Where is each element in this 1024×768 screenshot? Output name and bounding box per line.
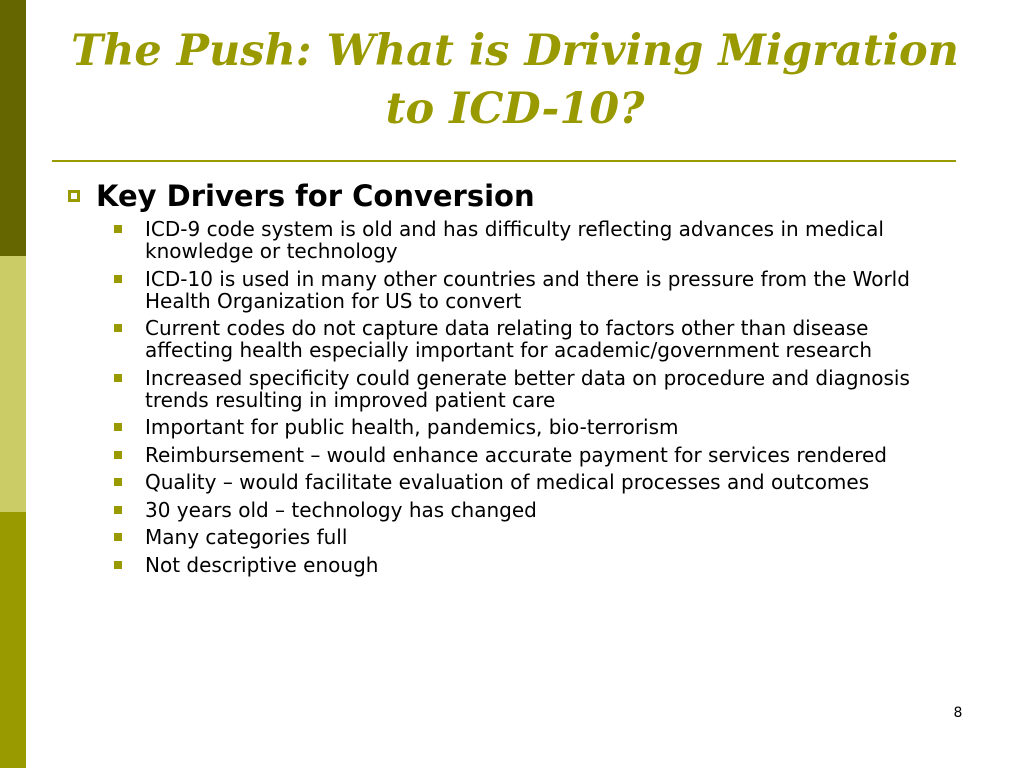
list-item [114,268,962,312]
list-item-text: Quality – would facilitate evaluation of medical processes and outcomes [145,470,870,494]
section-heading: Key Drivers for Conversion [96,179,535,213]
heading-bullet-item [62,178,962,214]
filled-square-icon [114,478,122,486]
filled-square-icon [114,275,122,283]
list-item [114,317,962,361]
list-item [114,416,962,438]
hollow-square-icon [68,190,80,202]
filled-square-icon [114,506,122,514]
list-item-text: 30 years old – technology has changed [145,497,537,522]
slide-body [62,178,962,581]
list-item-text: Increased specificity could generate better data on procedure and diagnosis trends resulting in improved patient care [145,365,910,412]
list-item-text: Not descriptive enough [145,552,379,577]
filled-square-icon [114,374,122,382]
side-bar-dark [0,0,26,256]
title-divider [52,160,956,162]
list-item-text: Reimbursement – would enhance accurate payment for services rendered [145,442,887,467]
list-item [114,526,962,548]
list-item-text: ICD-10 is used in many other countries and there is pressure from the World Health Organization for US to convert [145,266,910,313]
filled-square-icon [114,533,122,541]
title-line-1: The Push: What is Driving Migration [71,26,959,76]
list-item [114,367,962,411]
page-number: 8 [953,705,963,721]
list-item [114,218,962,262]
slide-title [60,22,970,138]
filled-square-icon [114,423,122,431]
list-item-text: ICD-9 code system is old and has difficulty reflecting advances in medical knowledge or technology [145,217,884,263]
filled-square-icon [114,324,122,332]
filled-square-icon [114,561,122,569]
side-bar-medium [0,512,26,768]
driver-list [62,218,962,576]
list-item [114,499,962,521]
list-item [114,444,962,466]
list-item-text: Many categories full [145,525,348,549]
title-line-2: to ICD-10? [385,84,645,134]
list-item-text: Current codes do not capture data relating to factors other than disease affecting health especially important for academic/government research [145,316,873,362]
filled-square-icon [114,451,122,459]
side-bar-light [0,256,26,512]
filled-square-icon [114,225,122,233]
list-item [114,471,962,493]
list-item [114,554,962,576]
list-item-text: Important for public health, pandemics, bio-terrorism [145,415,679,439]
